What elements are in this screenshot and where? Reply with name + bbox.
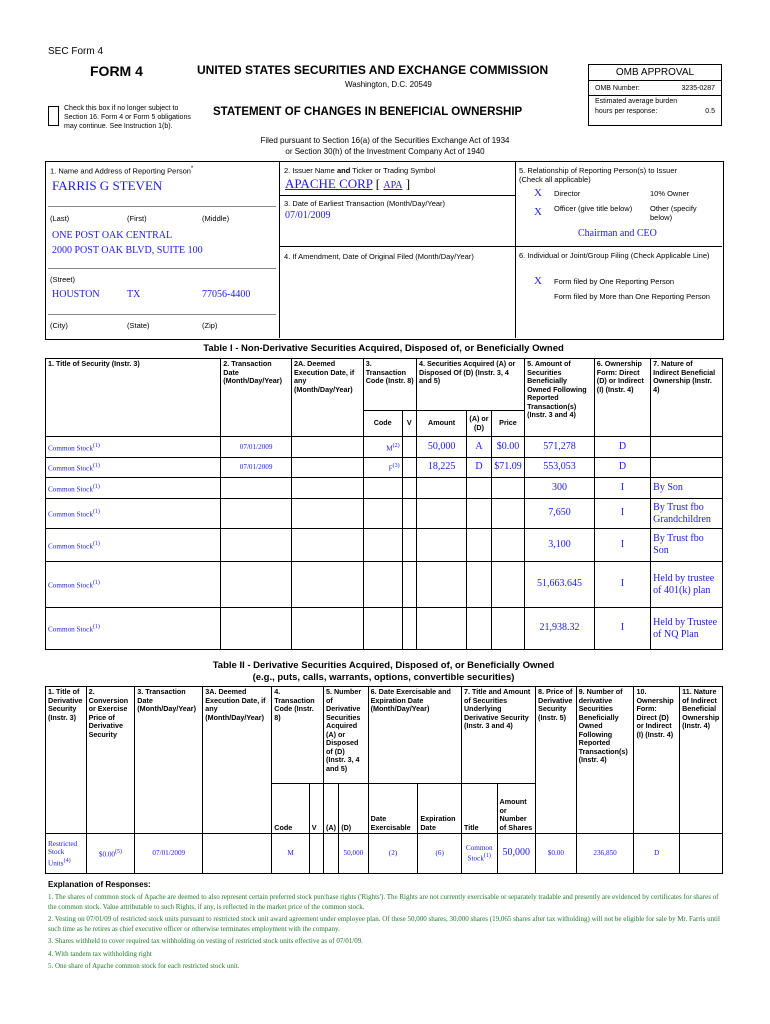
t2-date: 07/01/2009 <box>135 834 203 874</box>
street-label: (Street) <box>50 275 76 284</box>
zip-label: (Zip) <box>202 321 218 330</box>
t2-nature <box>680 834 723 874</box>
t2-d: 50,000 <box>339 834 368 874</box>
table-row <box>46 529 723 562</box>
table-row <box>46 458 723 478</box>
t1-aord <box>467 562 492 608</box>
t1-v <box>402 499 416 529</box>
t2-v-header: V <box>309 784 323 834</box>
t1-h5: 5. Amount of Securities Beneficially Owned Following Reported Transaction(s) (Instr. 3 and 4) <box>525 359 595 437</box>
t1-title: Common Stock$^{(1)}$ <box>46 478 221 499</box>
t2-h3a: 3A. Deemed Execution Date, if any (Month/Day/Year) <box>203 687 272 834</box>
t1-code <box>363 499 402 529</box>
t1-deemed-date <box>291 458 363 478</box>
t2-a <box>324 834 339 874</box>
table1-title: Table I - Non-Derivative Securities Acquired, Disposed of, or Beneficially Owned <box>203 343 564 354</box>
t1-amount: 18,225 <box>417 458 467 478</box>
table2-title: Table II - Derivative Securities Acquired, Disposed of, or Beneficially Owned (e.g., puts, calls, warrants, options, convertible securities) <box>212 660 555 683</box>
one-reporting-person-label: Form filed by One Reporting Person <box>554 277 675 286</box>
t1-v <box>402 478 416 499</box>
t1-owned: 51,663.645 <box>525 562 595 608</box>
box5-label: 5. Relationship of Reporting Person(s) to Issuer (Check all applicable) <box>519 166 677 184</box>
address-line2: 2000 POST OAK BLVD, SUITE 100 <box>52 245 203 256</box>
t1-date: 07/01/2009 <box>221 437 292 458</box>
t1-code: $M^{(2)}$ <box>363 437 402 458</box>
t2-title: Restricted Stock Units$^{(4)}$ <box>46 834 87 874</box>
explanation-note: 4. With tandem tax withholding right <box>48 949 152 958</box>
t2-owned: 236,850 <box>576 834 634 874</box>
omb-title: OMB APPROVAL <box>589 65 721 81</box>
director-label: Director <box>554 189 581 198</box>
issuer-name: APACHE CORP [ APA ] <box>285 176 411 191</box>
t2-code-header: Code <box>272 784 310 834</box>
zip-value: 77056-4400 <box>202 289 251 300</box>
t1-aord <box>467 478 492 499</box>
t1-nature: By Son <box>651 478 723 499</box>
one-reporting-person-check[interactable]: X <box>534 275 542 287</box>
t1-form: D <box>594 437 650 458</box>
middle-name-label: (Middle) <box>202 214 230 223</box>
t1-price <box>491 529 524 562</box>
t1-date <box>221 608 292 650</box>
state-label: (State) <box>127 321 150 330</box>
explanation-note: 1. The shares of common stock of Apache are deemed to also represent certain preferred stock purchase rights ('Rights'). The Rights are not currently exercisable or separately tradable and presently are evidenced by certificates for shares of the common stock. Value attributable to such Rights, if any, is reflected in the market price of the common stock. <box>48 893 719 911</box>
statement-title: STATEMENT OF CHANGES IN BENEFICIAL OWNERSHIP <box>213 106 523 118</box>
t2-v <box>309 834 323 874</box>
t2-title-header: Title <box>461 784 497 834</box>
t2-code: M <box>272 834 310 874</box>
t2-h1: 1. Title of Derivative Security (Instr. 3) <box>46 687 87 834</box>
t1-nature <box>651 437 723 458</box>
t1-title: Common Stock$^{(1)}$ <box>46 499 221 529</box>
t1-h3: 3. Transaction Code (Instr. 8) <box>363 359 416 411</box>
box4-label: 4. If Amendment, Date of Original Filed (Month/Day/Year) <box>284 252 474 261</box>
omb-hours-value: 0.5 <box>705 108 715 115</box>
t2-shares-header: Amount or Number of Shares <box>497 784 536 834</box>
t1-date: 07/01/2009 <box>221 458 292 478</box>
officer-title: Chairman and CEO <box>578 228 657 239</box>
ten-percent-owner-label: 10% Owner <box>650 189 690 198</box>
t1-owned: 553,053 <box>525 458 595 478</box>
t2-price: $0.00$^{(5)}$ <box>86 834 135 874</box>
no-longer-subject-checkbox[interactable] <box>48 106 59 126</box>
t1-h7: 7. Nature of Indirect Beneficial Ownership (Instr. 4) <box>651 359 723 437</box>
t1-form: I <box>594 499 650 529</box>
box6-label: 6. Individual or Joint/Group Filing (Check Applicable Line) <box>519 251 710 260</box>
t2-expiration-header: Expiration Date <box>418 784 462 834</box>
agency-name: UNITED STATES SECURITIES AND EXCHANGE COMMISSION <box>197 63 549 77</box>
omb-number-label: OMB Number: <box>595 85 640 92</box>
first-name-label: (First) <box>127 214 147 223</box>
t2-h4: 4. Transaction Code (Instr. 8) <box>272 687 324 784</box>
t2-form: D <box>634 834 680 874</box>
t1-title: Common Stock$^{(1)}$ <box>46 562 221 608</box>
t2-h7: 7. Title and Amount of Securities Underlying Derivative Security (Instr. 3 and 4) <box>461 687 535 784</box>
officer-check[interactable]: X <box>534 206 542 218</box>
t1-amount <box>417 529 467 562</box>
filed-pursuant-line2: or Section 30(h) of the Investment Company Act of 1940 <box>285 147 485 156</box>
t1-deemed-date <box>291 478 363 499</box>
t1-form: I <box>594 608 650 650</box>
t2-date-exercisable-header: Date Exercisable <box>368 784 418 834</box>
t2-date-exercisable: (2) <box>368 834 418 874</box>
table-row <box>46 562 723 608</box>
t1-title: Common Stock$^{(1)}$ <box>46 458 221 478</box>
t2-h5: 5. Number of Derivative Securities Acquired (A) or Disposed of (D) (Instr. 3, 4 and 5) <box>324 687 369 784</box>
t1-deemed-date <box>291 562 363 608</box>
t1-v <box>402 437 416 458</box>
director-check[interactable]: X <box>534 187 542 199</box>
t1-h2: 2. Transaction Date (Month/Day/Year) <box>221 359 292 437</box>
sec-form-label: SEC Form 4 <box>48 46 104 57</box>
t1-amount <box>417 499 467 529</box>
t1-v <box>402 562 416 608</box>
t1-date <box>221 562 292 608</box>
table-row <box>46 437 723 458</box>
officer-label: Officer (give title below) <box>554 204 633 213</box>
table-row <box>46 608 723 650</box>
t1-title: Common Stock$^{(1)}$ <box>46 437 221 458</box>
t1-nature: Held by trustee of 401(k) plan <box>651 562 723 608</box>
t1-owned: 300 <box>525 478 595 499</box>
table1-non-derivative <box>45 358 723 650</box>
omb-approval-box <box>588 64 722 126</box>
explanation-note: 2. Vesting on 07/01/09 of restricted stock units pursuant to restricted stock unit award agreement under employee plan. Of these 50,000 shares, 30,000 shares (19,065 shares after tax witholding) will not be eligible for sale by Mr. Farris until such time as he retires as chief executive officer or otherwise terminates employment with the company. <box>48 915 720 933</box>
omb-burden-label: Estimated average burden <box>595 98 678 105</box>
t1-code <box>363 562 402 608</box>
reporting-person-name: FARRIS G STEVEN <box>52 178 163 193</box>
t1-owned: 21,938.32 <box>525 608 595 650</box>
t2-h9: 9. Number of derivative Securities Beneficially Owned Following Reported Transaction(s) (Instr. 4) <box>576 687 634 834</box>
filed-pursuant-line1: Filed pursuant to Section 16(a) of the Securities Exchange Act of 1934 <box>260 136 510 145</box>
t1-nature: Held by Trustee of NQ Plan <box>651 608 723 650</box>
t1-form: I <box>594 562 650 608</box>
t2-expiration: (6) <box>418 834 462 874</box>
t1-owned: 7,650 <box>525 499 595 529</box>
t1-form: I <box>594 478 650 499</box>
t1-v-header: V <box>402 411 416 437</box>
t1-form: D <box>594 458 650 478</box>
t1-code <box>363 529 402 562</box>
t2-d-header: (D) <box>339 784 368 834</box>
last-name-label: (Last) <box>50 214 70 223</box>
explanation-notes <box>48 893 720 975</box>
t1-v <box>402 458 416 478</box>
t1-amount <box>417 608 467 650</box>
checkbox-label: Check this box if no longer subject to Section 16. Form 4 or Form 5 obligations may continue. See Instruction 1(b). <box>64 105 191 130</box>
t2-deemed-date <box>203 834 272 874</box>
t1-deemed-date <box>291 499 363 529</box>
t1-date <box>221 499 292 529</box>
t1-code <box>363 608 402 650</box>
t1-title: Common Stock$^{(1)}$ <box>46 529 221 562</box>
t1-title: Common Stock$^{(1)}$ <box>46 608 221 650</box>
t1-form: I <box>594 529 650 562</box>
state-value: TX <box>127 289 141 300</box>
box1-label: 1. Name and Address of Reporting Person* <box>50 166 194 176</box>
t1-code-header: Code <box>363 411 402 437</box>
t1-aord <box>467 529 492 562</box>
t2-h11: 11. Nature of Indirect Beneficial Ownership (Instr. 4) <box>680 687 723 834</box>
t1-code: $F^{(3)}$ <box>363 458 402 478</box>
t1-amount <box>417 478 467 499</box>
explanation-title: Explanation of Responses: <box>48 880 151 889</box>
t1-price: $71.09 <box>491 458 524 478</box>
t1-deemed-date <box>291 529 363 562</box>
table2-derivative <box>45 686 723 874</box>
omb-hours-label: hours per response: <box>595 108 658 115</box>
t1-deemed-date <box>291 608 363 650</box>
t1-price <box>491 499 524 529</box>
t1-aord: A <box>467 437 492 458</box>
t1-owned: 3,100 <box>525 529 595 562</box>
t2-h6: 6. Date Exercisable and Expiration Date (Month/Day/Year) <box>368 687 461 784</box>
t1-deemed-date <box>291 437 363 458</box>
earliest-transaction-date: 07/01/2009 <box>285 210 331 221</box>
t2-h3: 3. Transaction Date (Month/Day/Year) <box>135 687 203 834</box>
address-line1: ONE POST OAK CENTRAL <box>52 230 173 241</box>
t1-amount-header: Amount <box>417 411 467 437</box>
t1-code <box>363 478 402 499</box>
form-title: FORM 4 <box>90 63 143 79</box>
t1-price <box>491 608 524 650</box>
t1-nature: By Trust fbo Son <box>651 529 723 562</box>
t2-derivative-price: $0.00 <box>536 834 577 874</box>
explanation-note: 3. Shares withheld to cover required tax withholding on vesting of restricted stock units effective as of 07/01/09. <box>48 937 363 945</box>
t2-shares: 50,000 <box>497 834 536 874</box>
t2-underlying-title: Common Stock$^{(1)}$ <box>461 834 497 874</box>
t1-price <box>491 562 524 608</box>
t1-price: $0.00 <box>491 437 524 458</box>
t1-nature <box>651 458 723 478</box>
t1-price-header: Price <box>491 411 524 437</box>
t2-a-header: (A) <box>324 784 339 834</box>
explanation-note: 5. One share of Apache common stock for each restricted stock unit. <box>48 962 240 970</box>
box2-label: 2. Issuer Name and Ticker or Trading Symbol <box>284 166 436 175</box>
table-row <box>46 499 723 529</box>
other-label: Other (specify below) <box>650 204 697 222</box>
t1-aord: D <box>467 458 492 478</box>
t1-v <box>402 529 416 562</box>
t1-aord <box>467 608 492 650</box>
t2-h10: 10. Ownership Form: Direct (D) or Indirect (I) (Instr. 4) <box>634 687 680 834</box>
t1-h6: 6. Ownership Form: Direct (D) or Indirect (I) (Instr. 4) <box>594 359 650 437</box>
t1-price <box>491 478 524 499</box>
t1-aord-header: (A) or (D) <box>467 411 492 437</box>
t1-h4: 4. Securities Acquired (A) or Disposed Of (D) (Instr. 3, 4 and 5) <box>417 359 525 411</box>
t1-amount <box>417 562 467 608</box>
t1-h1: 1. Title of Security (Instr. 3) <box>46 359 221 437</box>
t1-aord <box>467 499 492 529</box>
agency-city: Washington, D.C. 20549 <box>345 80 432 89</box>
city-value: HOUSTON <box>52 289 100 300</box>
more-reporting-persons-label: Form filed by More than One Reporting Person <box>554 292 710 301</box>
t1-h2a: 2A. Deemed Execution Date, if any (Month/Day/Year) <box>291 359 363 437</box>
t2-h2: 2. Conversion or Exercise Price of Derivative Security <box>86 687 135 834</box>
table-row <box>46 834 723 874</box>
t1-v <box>402 608 416 650</box>
t2-h8: 8. Price of Derivative Security (Instr. 5) <box>536 687 577 834</box>
t1-date <box>221 478 292 499</box>
t1-amount: 50,000 <box>417 437 467 458</box>
t1-nature: By Trust fbo Grandchildren <box>651 499 723 529</box>
t1-owned: 571,278 <box>525 437 595 458</box>
omb-number-value: 3235-0287 <box>681 85 715 92</box>
t1-date <box>221 529 292 562</box>
box3-label: 3. Date of Earliest Transaction (Month/Day/Year) <box>284 199 446 208</box>
table-row <box>46 478 723 499</box>
city-label: (City) <box>50 321 68 330</box>
